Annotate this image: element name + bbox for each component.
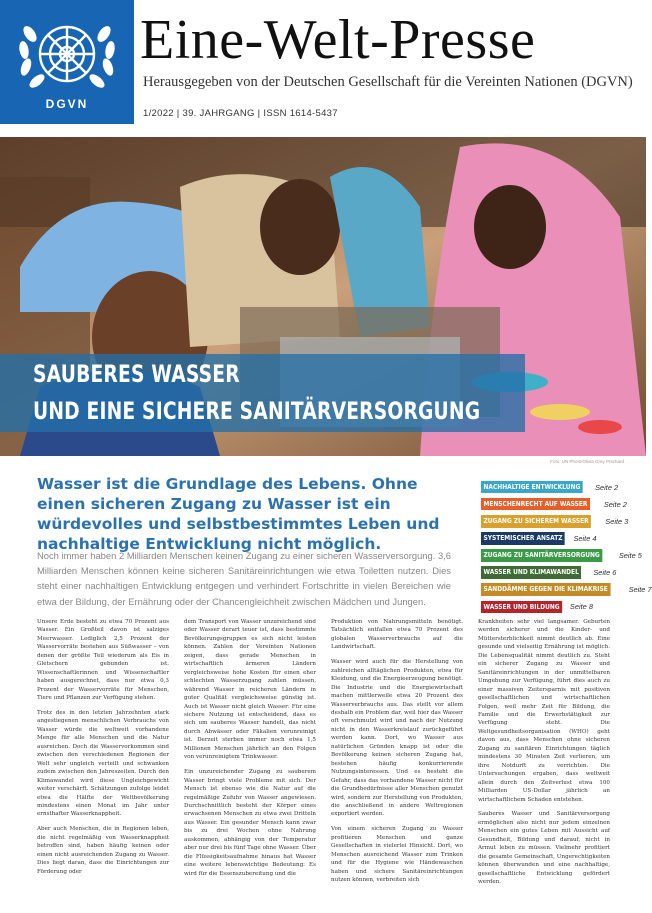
toc-item[interactable] xyxy=(481,583,652,595)
toc-item[interactable] xyxy=(481,532,652,544)
body-column-1 xyxy=(37,618,169,883)
toc-item[interactable] xyxy=(481,481,652,493)
headline-line-2: UND EINE SICHERE SANITÄRVERSORGUNG xyxy=(33,397,481,425)
table-of-contents xyxy=(481,481,652,618)
toc-item[interactable] xyxy=(481,515,652,527)
body-paragraph: Wasser wird auch für die Herstellung von zahlreichen alltäglichen Produkten, etwa für Kleidung, und die Energieerzeugung benötigt. Die Industrie und die Energiewirtschaft machen mittlerweile etwa 20 Prozent des Wasserverbrauchs aus. Das stellt vor allem deshalb ein Problem dar, weil hier das Wasser oft verschmutzt wird und nach der Nutzung nicht in den Wasserkreislauf zurückgeführt werden kann. Dort, wo Wasser aus natürlichen Gründen knapp ist oder die Bevölkerung keinen sicheren Zugang hat, bestehen häufig konkurrierende Nutzungsinteressen. Und es besteht die Gefahr, dass das vorhandene Wasser nicht für die Grundbedürfnisse aller Menschen genutzt wird, sondern zur Herstellung von Produkten, die anschließend in andere Weltregionen exportiert werden. xyxy=(331,659,463,818)
toc-page: Seite 5 xyxy=(618,551,642,560)
toc-page: Seite 3 xyxy=(605,516,629,526)
toc-label: WASSER UND BILDUNG xyxy=(481,601,562,613)
toc-item[interactable] xyxy=(481,566,652,578)
toc-item[interactable] xyxy=(481,549,652,561)
toc-label: MENSCHENRECHT AUF WASSER xyxy=(481,498,590,510)
body-column-4 xyxy=(478,618,610,893)
toc-label: WASSER UND KLIMAWANDEL xyxy=(481,566,581,578)
body-paragraph: Trotz des in den letzten Jahrzehnten stark angestiegenen menschlichen Verbrauchs von Wasser würde die weltweit vorhandene Menge für alle Menschen und die Natur ausreichen. Doch die Wasservorkommen sind zwischen den verschiedenen Regionen der Welt sehr ungleich verteilt und schwanken zudem zwischen den Jahreszeiten. Durch den Klimawandel wird diese Ungleichgewicht weiter verschärft. Schätzungen zufolge leidet etwa die Hälfte der Weltbevölkerung mindestens einen Monat im Jahr unter ernsthafter Wasserknappheit. xyxy=(37,710,169,818)
toc-label: SANDDÄMME GEGEN DIE KLIMAKRISE xyxy=(481,583,610,595)
toc-page: Seite 2 xyxy=(603,499,627,509)
headline-line-1: SAUBERES WASSER xyxy=(33,360,240,388)
issue-line: 1/2022 | 39. JAHRGANG | ISSN 1614-5437 xyxy=(143,108,338,119)
body-paragraph: Krankheiten sehr viel langsamer. Geburten werden sicherer und die Kinder- und Müttersterblichkeit nimmt deutlich ab. Eine gesunde und vielseitig Ernährung ist möglich. Die Lebensqualität nimmt deutlich zu. Steht ein sicherer Zugang zu Wasser und Sanitäreinrichtungen in der unmittelbaren Umgebung zur Verfügung, führt dies auch zu einer massiven Zeitersparnis mit positiven gesellschaftlichen und wirtschaftlichen Folgen, weil mehr Zeit für Bildung, die Familie und die Erwerbstätigkeit zur Verfügung steht. Die Weltgesundheitsorganisation (WHO) geht davon aus, dass Menschen ohne sicheren Zugang zu sanitären Einrichtungen täglich mindestens 30 Minuten Zeit verlieren, um ihre Notdurft zu verrichten. Die Untersuchungen ergaben, dass weltweit allein durch den Zeitverlust etwa 100 Milliarden US-Dollar jährlich an wirtschaftlichem Schaden entstehen. xyxy=(478,619,610,803)
masthead-title: Eine-Welt-Presse xyxy=(140,9,536,71)
body-paragraph: Produktion von Nahrungsmitteln benötigt. Tatsächlich entfallen etwa 70 Prozent des globalen Wasserverbrauchs auf die Landwirtschaft. xyxy=(331,619,463,651)
toc-label: NACHHALTIGE ENTWICKLUNG xyxy=(481,481,583,493)
body-paragraph: Ein unzureichender Zugang zu sauberem Wasser bringt viele Probleme mit sich. Der Mensch ist ebenso wie die Natur auf die regelmäßige Zufuhr von Wasser angewiesen. Durchschnittlich besteht der Körper eines erwachsenen Menschen zu etwa zwei Dritteln aus Wasser. Ein gesunder Mensch kann zwar bis zu drei Wochen ohne Nahrung auskommen, abhängig von der Temperatur aber nur drei bis fünf Tage ohne Wasser. Über die Flüssigkeitsaufnahme hinaus hat Wasser eine weitere lebenswichtige Bedeutung: Es wird für die Essenszubereitung und die xyxy=(184,769,316,877)
un-emblem-icon xyxy=(15,14,119,96)
body-paragraph: Sauberes Wasser und Sanitärversorgung ermöglichen also nicht nur jedem einzelnen Menschen ein gutes Leben mit Aussicht auf Gesundheit, Bildung und darauf, nicht in Armut leben zu müssen. Vielmehr profitiert die gesamte Gemeinschaft, Ungerechtigkeiten können überwunden und eine nachhaltige, gesellschaftliche Entwicklung gefördert werden. xyxy=(478,811,610,886)
body-column-2 xyxy=(184,618,316,885)
toc-page: Seite 8 xyxy=(569,602,593,612)
toc-page: Seite 2 xyxy=(595,482,619,492)
body-paragraph: Von einem sicheren Zugang zu Wasser profitieren Menschen und ganze Gesellschaften in vielerlei Hinsicht. Dort, wo Menschen ausreichend Wasser zum Trinken und für die Hygiene wie Händewaschen haben und sichere Sanitäreinrichtungen nutzen können, verbreiten sich xyxy=(331,826,463,884)
logo-text: DGVN xyxy=(45,96,89,111)
lead-paragraph: Wasser ist die Grundlage des Lebens. Ohne einen sicheren Zugang zu Wasser ist ein würdevolles und selbstbestimmtes Leben und nachhaltige Entwicklung nicht möglich. xyxy=(37,475,440,553)
toc-page: Seite 7 xyxy=(628,585,652,595)
masthead-subtitle: Herausgegeben von der Deutschen Gesellschaft für die Vereinten Nationen (DGVN) xyxy=(143,74,633,90)
toc-label: SYSTEMISCHER ANSATZ xyxy=(481,532,565,544)
body-column-3 xyxy=(331,618,463,891)
toc-page: Seite 6 xyxy=(593,568,617,578)
body-paragraph: Unsere Erde besteht zu etwa 70 Prozent aus Wasser. Ein Großteil davon ist salziges Meerwasser. Lediglich 2,5 Prozent der Wasservorräte bestehen aus Süßwasser – von denen der größte Teil wiederum als Eis in Gletschern gebunden ist. Wissenschaftlerinnen und Wissenschaftler haben ausgerechnet, dass nur etwa 0,3 Prozent der Wasservorräte für Menschen, Tiere und Pflanzen zur Verfügung stehen. xyxy=(37,619,169,702)
body-paragraph: Aber auch Menschen, die in Regionen leben, die nicht regelmäßig von Wasserknappheit betroffen sind, haben häufig keinen oder einen nicht ausreichenden Zugang zu Wasser. Dies liegt daran, dass die Einrichtungen zur Förderung oder xyxy=(37,826,169,875)
photo-credit: Foto: UN Photo/Olivia Grey Pritchard xyxy=(550,459,624,464)
body-paragraph: dem Transport von Wasser unzureichend sind oder Wasser derart teuer ist, dass bestimmte Bevölkerungsgruppen es sich nicht leisten können. Zahlen der Vereinten Nationen zeigen, dass gerade Menschen in wirtschaftlich ärmeren Ländern vergleichsweise hohe Kosten für einen eher schlechten Wasserzugang zahlen müssen, während Wasser in reicheren Ländern in guter Qualität vergleichsweise günstig ist. Auch ist Wasser nicht gleich Wasser: Für eine sichere Nutzung ist entscheidend, dass es sich um sauberes Wasser handelt, das nicht durch Abwässer oder Fäkalien verunreinigt ist. Derzeit sterben immer noch etwa 1,5 Millionen Menschen jährlich an den Folgen von verunreinigtem Trinkwasser. xyxy=(184,619,316,761)
toc-label: ZUGANG ZU SICHEREM WASSER xyxy=(481,515,591,527)
toc-item[interactable] xyxy=(481,601,652,613)
dgvn-logo xyxy=(0,0,134,124)
toc-page: Seite 4 xyxy=(573,533,597,543)
toc-item[interactable] xyxy=(481,498,652,510)
toc-label: ZUGANG ZU SANITÄRVERSORGUNG xyxy=(481,549,602,561)
intro-paragraph: Noch immer haben 2 Milliarden Menschen keinen Zugang zu einer sicheren Wasserversorgung. 3,6 Milliarden Menschen können keine sicheren Sanitäreinrichtungen wie etwa Toiletten nutzen. Dies steht einer nachhaltigen Entwicklung entgegen und verhindert Fortschritte in vielen Bereichen wie etwa der Bildung, der Ernährung oder der Chancengleichheit zwischen Mädchen und Jungen. xyxy=(37,550,451,607)
